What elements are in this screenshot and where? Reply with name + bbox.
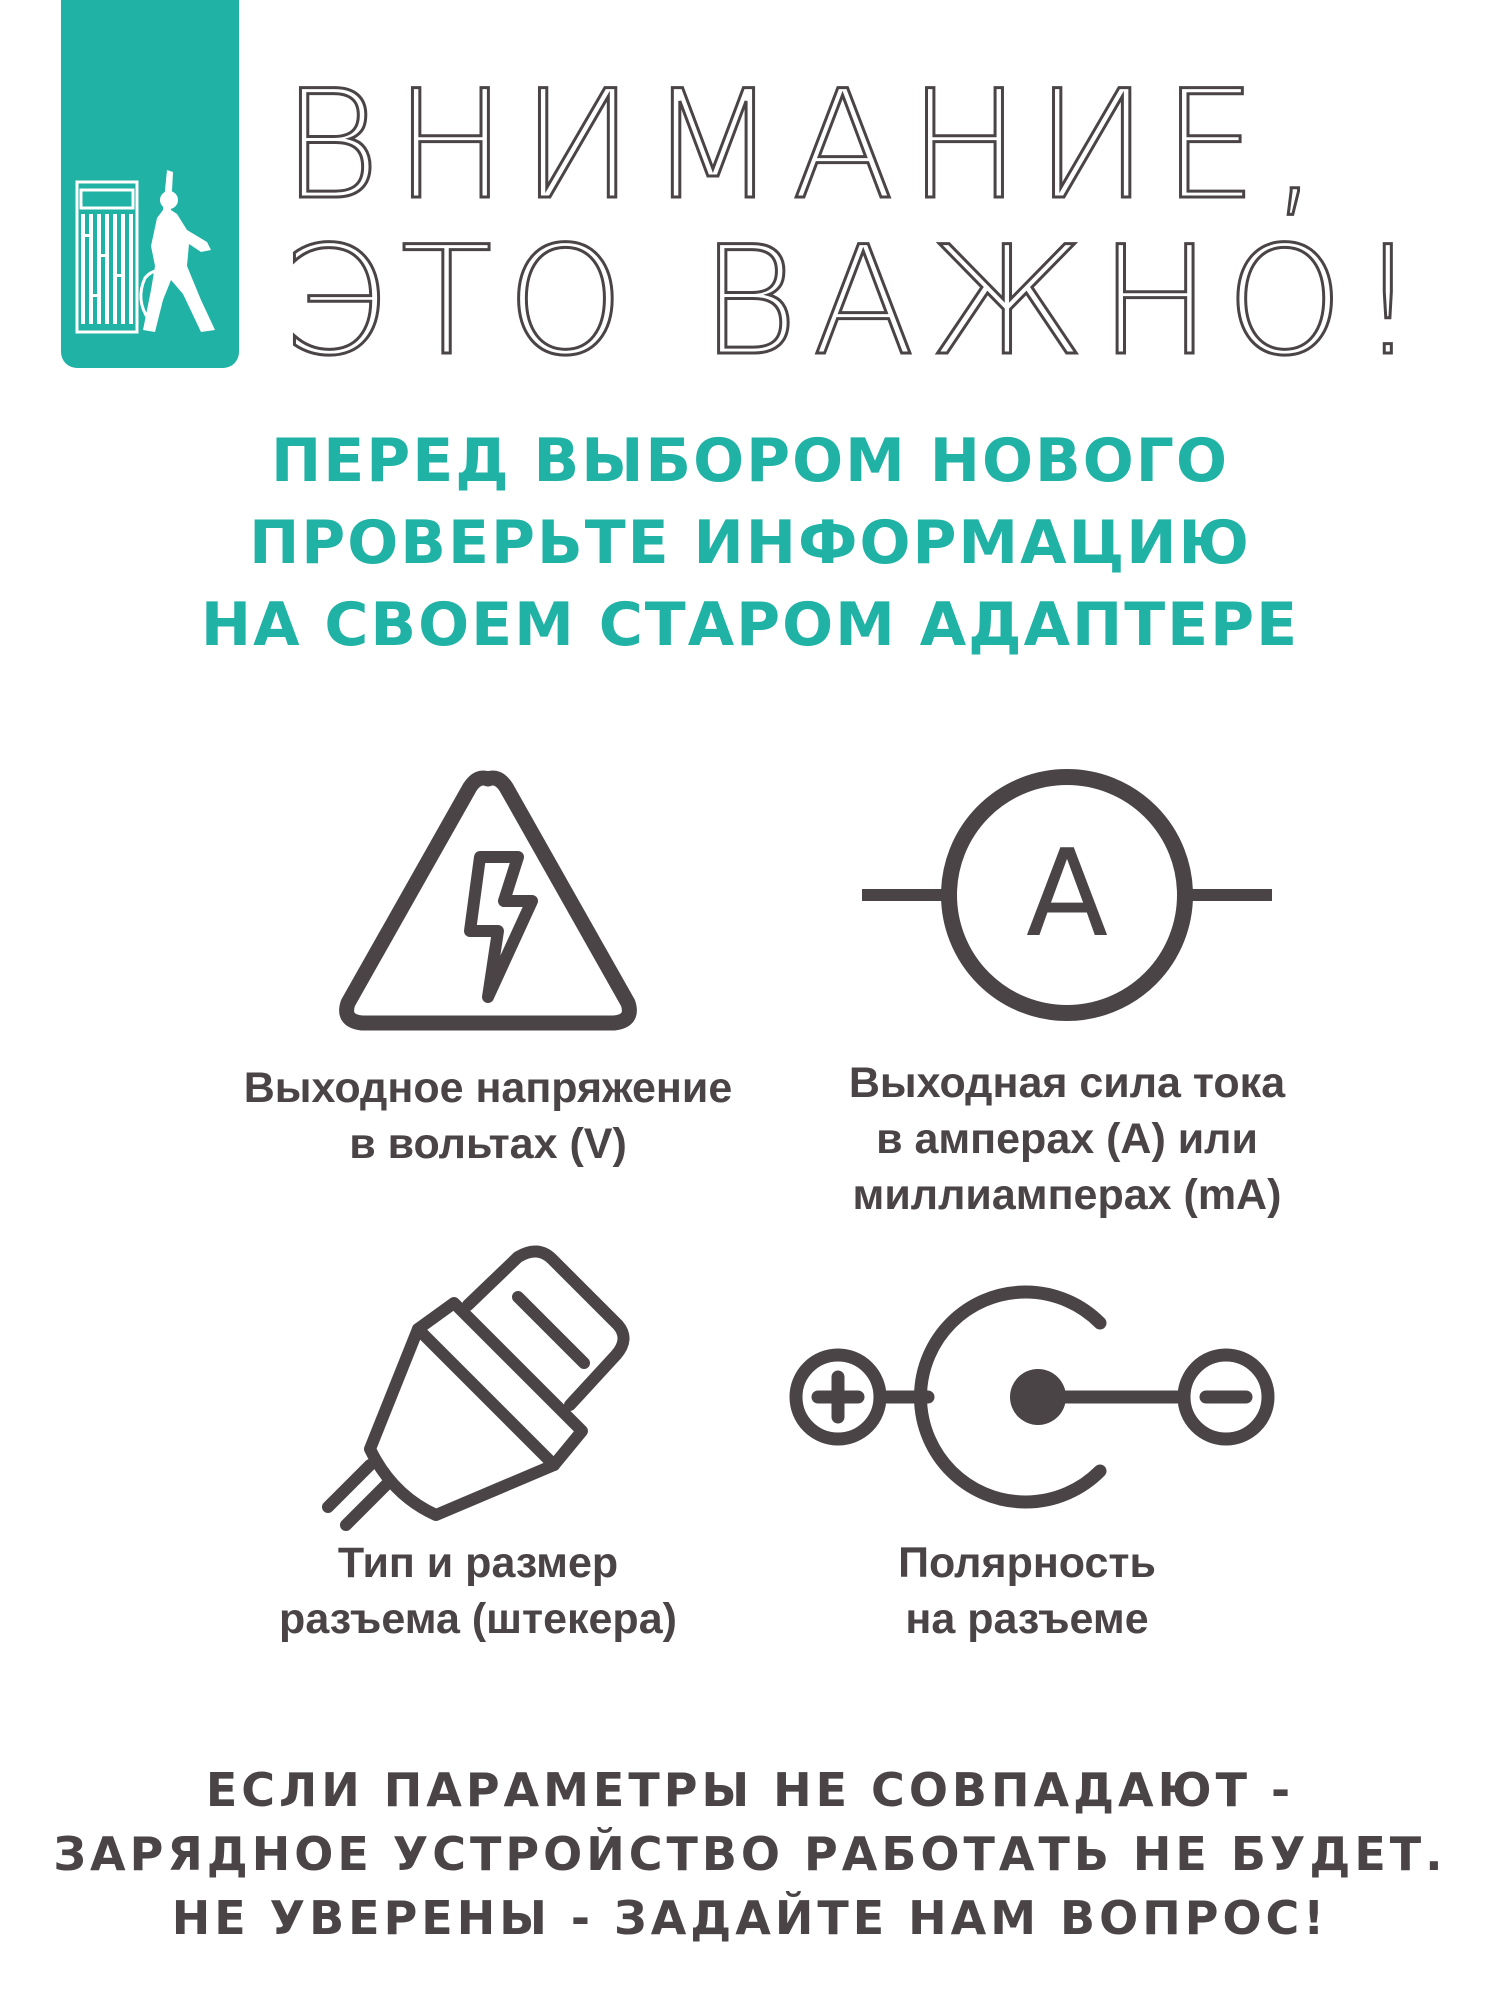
caption-plug-line-1: Тип и размер	[337, 1539, 619, 1587]
keyboard-guitarist-logo-icon	[75, 170, 225, 340]
caption-current	[747, 1055, 1387, 1223]
subheading	[0, 420, 1500, 666]
caption-current-line-3: миллиамперах (mA)	[852, 1171, 1282, 1219]
headline-line-2: ЭТО ВАЖНО!	[282, 215, 1432, 389]
subheading-line-2: ПРОВЕРЬТЕ ИНФОРМАЦИЮ	[249, 508, 1251, 578]
caption-voltage-line-2: в вольтах (V)	[349, 1120, 627, 1168]
ammeter-icon	[862, 765, 1272, 1065]
caption-polarity	[707, 1535, 1347, 1647]
caption-polarity-line-2: на разъеме	[905, 1595, 1149, 1643]
subheading-line-3: НА СВОЕМ СТАРОМ АДАПТЕРЕ	[200, 590, 1300, 660]
ammeter-letter: A	[1025, 825, 1109, 964]
headline	[282, 59, 1482, 389]
caption-current-line-1: Выходная сила тока	[848, 1059, 1286, 1107]
logo-badge	[61, 0, 239, 368]
caption-voltage-line-1: Выходное напряжение	[243, 1064, 733, 1112]
polarity-symbol-icon	[788, 1283, 1278, 1515]
footer-line-1: ЕСЛИ ПАРАМЕТРЫ НЕ СОВПАДАЮТ -	[205, 1763, 1295, 1817]
subheading-line-1: ПЕРЕД ВЫБОРОМ НОВОГО	[271, 426, 1229, 496]
caption-voltage	[168, 1060, 808, 1172]
footer-line-3: НЕ УВЕРЕНЫ - ЗАДАЙТЕ НАМ ВОПРОС!	[171, 1891, 1329, 1945]
footer-warning	[0, 1758, 1500, 1950]
caption-current-line-2: в амперах (А) или	[876, 1115, 1258, 1163]
caption-plug-line-2: разъема (штекера)	[279, 1595, 677, 1643]
headline-line-1: ВНИМАНИЕ,	[282, 59, 1333, 233]
caption-polarity-line-1: Полярность	[898, 1539, 1156, 1587]
high-voltage-warning-icon	[338, 765, 638, 1035]
footer-line-2: ЗАРЯДНОЕ УСТРОЙСТВО РАБОТАТЬ НЕ БУДЕТ.	[53, 1827, 1447, 1881]
dc-plug-icon	[318, 1245, 638, 1545]
caption-plug	[158, 1535, 798, 1647]
